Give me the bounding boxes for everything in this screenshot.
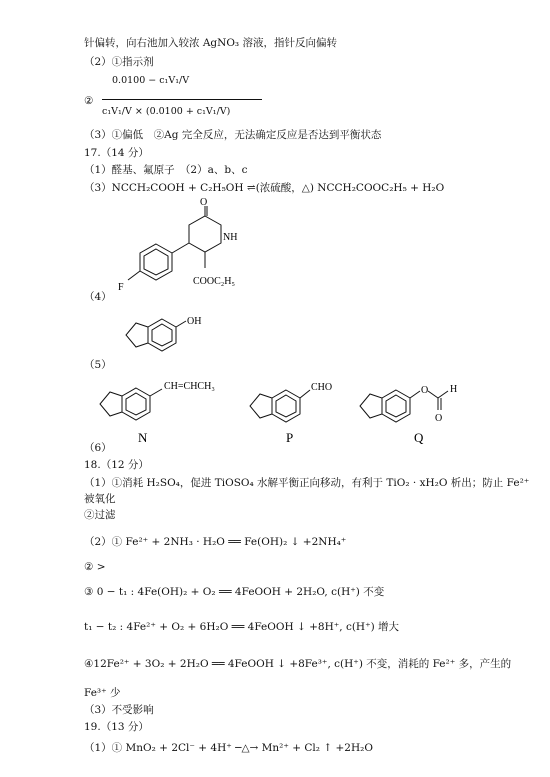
question-number: 19.（13 分）	[84, 721, 149, 733]
eq-prefix: ②	[84, 95, 94, 107]
atom-label: O	[435, 413, 443, 424]
compound-label-p: P	[286, 430, 294, 445]
atom-label: NH	[223, 232, 238, 243]
text-line: ②过滤	[84, 509, 116, 521]
atom-label: H	[450, 384, 458, 395]
equation-line: （2）① Fe²⁺ + 2NH₃ · H₂O ══ Fe(OH)₂ ↓ +2NH₄⁺	[84, 536, 347, 548]
text-line: ② >	[84, 561, 106, 573]
eq-denominator: c₁V₁/V × (0.0100 + c₁V₁/V)	[102, 106, 231, 117]
equation-fraction	[84, 72, 264, 128]
text-line: （1）①消耗 H₂SO₄，促进 TiOSO₄ 水解平衡正向移动，有利于 TiO₂ · xH₂O 析出；防止 Fe²⁺	[84, 477, 530, 489]
atom-label: F	[118, 282, 124, 293]
compound-label-q: Q	[414, 430, 424, 445]
question-number: 18.（12 分）	[84, 459, 149, 471]
equation-line: （1）① MnO₂ + 2Cl⁻ + 4H⁺ ─△→ Mn²⁺ + Cl₂ ↑ +2H₂O	[84, 742, 373, 754]
text-line: （5）	[84, 359, 112, 371]
text-line: 针偏转，向右池加入较浓 AgNO₃ 溶液，指针反向偏转	[84, 37, 337, 49]
structures-npq	[96, 372, 476, 446]
substituent-label: CHO	[311, 382, 333, 393]
text-line: （3）①偏低 ②Ag 完全反应，无法确定反应是否达到平衡状态	[84, 129, 382, 141]
compound-label-n: N	[138, 430, 148, 445]
substituent-label: COOC₂H₅	[193, 276, 235, 287]
text-line: Fe³⁺ 少	[84, 687, 121, 699]
text-line: （3）NCCH₂COOH + C₂H₅OH ⇌(浓硫酸，△) NCCH₂COOC₂H₅ + H₂O	[84, 182, 445, 194]
eq-numerator: 0.0100 − c₁V₁/V	[112, 75, 190, 86]
substituent-label: CH=CHCH₃	[164, 381, 215, 392]
equation-line: ④12Fe²⁺ + 3O₂ + 2H₂O ══ 4FeOOH ↓ +8Fe³⁺, c(H⁺) 不变，消耗的 Fe²⁺ 多，产生的	[84, 658, 512, 670]
fraction-bar	[102, 99, 262, 100]
equation-line: t₁ − t₂ : 4Fe²⁺ + O₂ + 6H₂O ══ 4FeOOH ↓ +8H⁺, c(H⁺) 增大	[84, 621, 400, 633]
atom-label: O	[200, 198, 208, 208]
text-line: 被氧化	[84, 493, 116, 505]
question-number: 17.（14 分）	[84, 147, 149, 159]
structure-5	[112, 313, 222, 363]
text-line: （6）	[84, 442, 112, 454]
text-line: （4）	[84, 291, 112, 303]
text-line: （2）①指示剂	[84, 56, 154, 68]
atom-label: OH	[187, 316, 202, 327]
text-line: （3）不受影响	[84, 704, 154, 716]
text-line: （1）醛基、氟原子 （2）a、b、c	[84, 164, 248, 176]
atom-label: O	[421, 385, 429, 396]
structure-4	[100, 198, 280, 298]
equation-line: ③ 0 − t₁ : 4Fe(OH)₂ + O₂ ══ 4FeOOH + 2H₂O, c(H⁺) 不变	[84, 586, 385, 598]
